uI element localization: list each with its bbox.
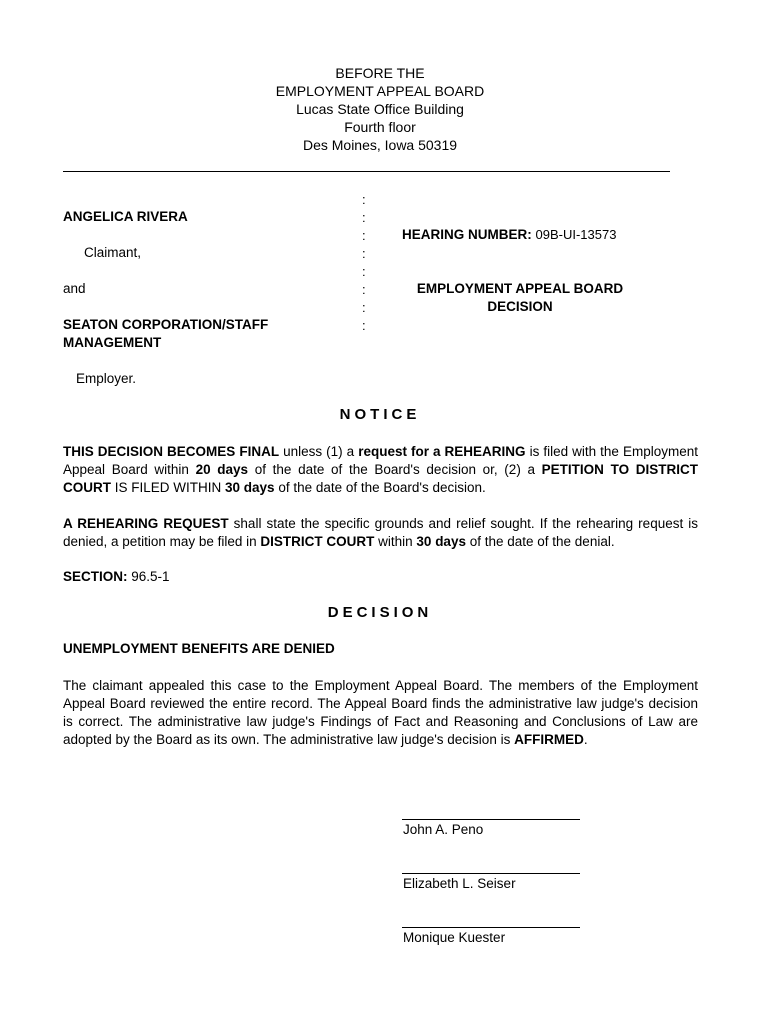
notice-text: IS FILED WITHIN (111, 480, 226, 495)
claimant-name: ANGELICA RIVERA (63, 209, 188, 224)
caption-colon: : (362, 246, 366, 261)
affirmed-word: AFFIRMED (514, 732, 584, 747)
deadline-20-days: 20 days (195, 462, 249, 477)
notice-paragraph-1 (63, 443, 698, 497)
decision-title-line2: DECISION (487, 299, 553, 314)
signature-line (402, 927, 580, 928)
section-line (63, 569, 170, 584)
signature-name: Elizabeth L. Seiser (403, 876, 516, 891)
decision-heading: UNEMPLOYMENT BENEFITS ARE DENIED (63, 641, 335, 656)
notice-text: within (374, 534, 417, 549)
header-city: Des Moines, Iowa 50319 (302, 137, 458, 153)
decision-title: DECISION (327, 604, 433, 621)
signature-line (402, 873, 580, 874)
header-building: Lucas State Office Building (296, 101, 464, 117)
rehearing-request-phrase: A REHEARING REQUEST (63, 516, 229, 531)
petition-phrase: PETITION TO DISTRICT COURT (63, 462, 698, 495)
employer-role: Employer. (76, 371, 137, 386)
caption-colon: : (362, 228, 366, 243)
decision-text: The claimant appealed this case to the Employment Appeal Board. The members of the Employment Appeal Board reviewed the entire record. The Appeal Board finds the administrative law judge's decision is correct. The administrative law judge's Findings of Fact and Reasoning and Conclusions of Law are adopted by the Board as its own. The administrative law judge's decision is (63, 678, 698, 747)
caption-colon: : (362, 300, 366, 315)
notice-text: of the date of the denial. (465, 534, 615, 549)
employer-name-line2: MANAGEMENT (63, 335, 162, 350)
header-board-name: EMPLOYMENT APPEAL BOARD (275, 83, 485, 99)
signature-line (402, 819, 580, 820)
header-before-the: BEFORE THE (335, 65, 425, 81)
decision-title-line1: EMPLOYMENT APPEAL BOARD (416, 281, 624, 296)
signature-name: Monique Kuester (403, 930, 506, 945)
district-court-phrase: DISTRICT COURT (260, 534, 375, 549)
notice-text: shall state the specific grounds and relief sought. If the rehearing request is denied, a petition may be filed in (63, 516, 699, 549)
rehearing-phrase: request for a REHEARING (358, 444, 526, 459)
claimant-role: Claimant, (84, 245, 142, 260)
decision-body (63, 677, 698, 749)
notice-paragraph-2 (63, 515, 698, 551)
header-divider (63, 171, 670, 172)
section-label: SECTION: (63, 569, 128, 584)
notice-text: unless (1) a (279, 444, 359, 459)
hearing-number (402, 227, 616, 242)
caption-colon: : (362, 282, 366, 297)
employer-name-line1: SEATON CORPORATION/STAFF (63, 317, 269, 332)
header-floor: Fourth floor (344, 119, 416, 135)
and-text: and (63, 281, 86, 296)
notice-text: of the date of the Board's decision or, (2) a (248, 462, 542, 477)
decision-text-end: . (583, 732, 588, 747)
hearing-number-value: 09B-UI-13573 (535, 227, 617, 242)
notice-text: of the date of the Board's decision. (274, 480, 486, 495)
deadline-30-days: 30 days (225, 480, 275, 495)
notice-text: is filed with the Employment Appeal Board within (63, 444, 698, 477)
notice-title: NOTICE (339, 406, 421, 423)
signature-name: John A. Peno (403, 822, 484, 837)
section-value: 96.5-1 (131, 569, 170, 584)
caption-colon: : (362, 192, 366, 207)
caption-colon: : (362, 264, 366, 279)
caption-colon: : (362, 318, 366, 333)
caption-colon: : (362, 210, 366, 225)
final-notice-phrase: THIS DECISION BECOMES FINAL (63, 444, 280, 459)
deadline-30-days: 30 days (416, 534, 466, 549)
hearing-number-label: HEARING NUMBER: (402, 227, 532, 242)
